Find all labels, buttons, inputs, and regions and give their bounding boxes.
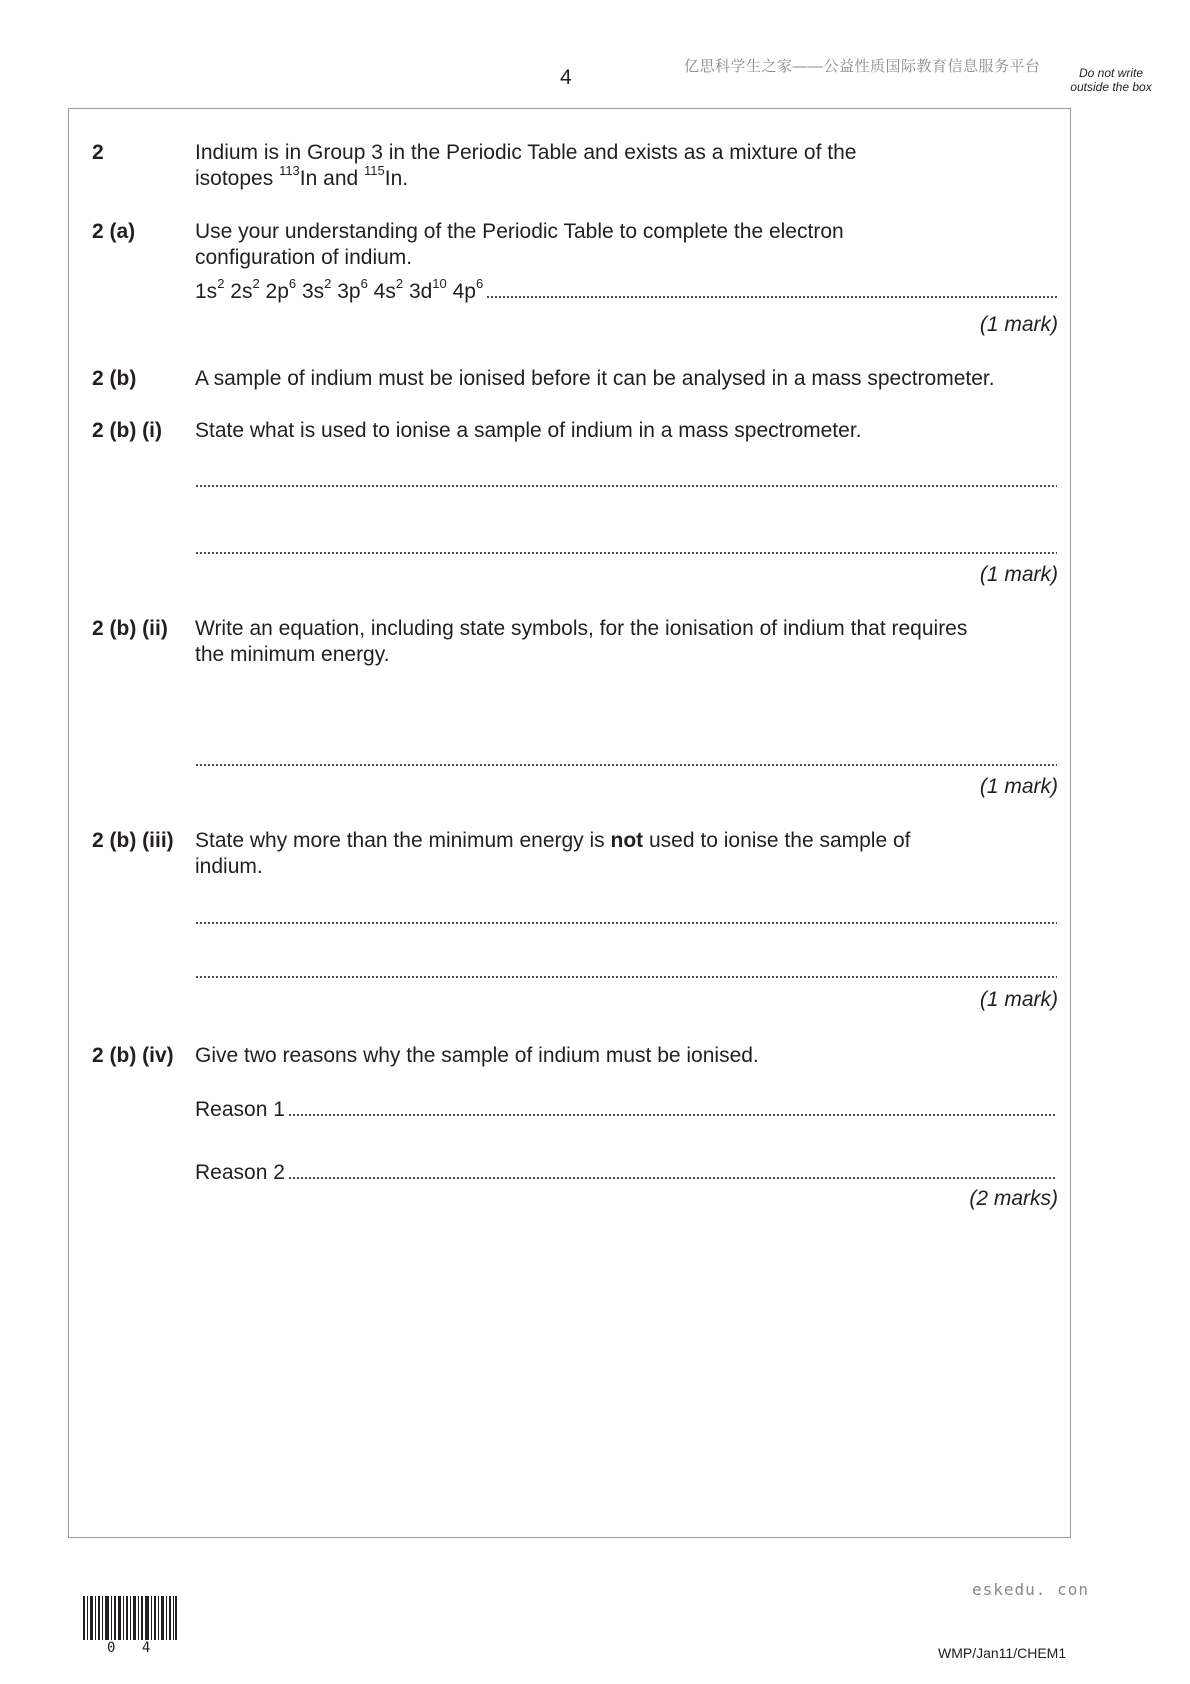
watermark-top: 亿思科学生之家——公益性质国际教育信息服务平台 <box>684 58 1041 75</box>
question-2-intro-line2: isotopes $^{113}$In and $^{115}$In. <box>195 163 409 190</box>
watermark-bottom: eskedu. con <box>972 1580 1089 1599</box>
question-2bii-line1: Write an equation, including state symbols, for the ionisation of indium that requires <box>195 617 968 640</box>
barcode-icon <box>83 1596 177 1640</box>
question-2bii-line2: the minimum energy. <box>195 643 390 666</box>
electron-configuration-answer-line[interactable] <box>195 276 1057 304</box>
question-2a-line1: Use your understanding of the Periodic Table to complete the electron <box>195 220 844 243</box>
reason-1-label: Reason 1 <box>195 1098 285 1121</box>
question-number-2a: 2 (a) <box>92 220 136 243</box>
question-2biv-text: Give two reasons why the sample of indium must be ionised. <box>195 1044 759 1067</box>
answer-line-2bi-2[interactable] <box>195 550 1057 556</box>
question-2a-text <box>195 219 1055 271</box>
mark-allocation-2a: (1 mark) <box>979 313 1058 336</box>
mark-allocation-2biv: (2 marks) <box>969 1187 1058 1210</box>
question-2bii-text <box>195 616 1055 668</box>
question-number-2biii: 2 (b) (iii) <box>92 829 174 852</box>
barcode-digits: 0 4 <box>107 1640 160 1656</box>
answer-line-2bii[interactable] <box>195 762 1057 768</box>
answer-box <box>68 108 1071 1538</box>
question-number-2: 2 <box>92 141 104 164</box>
question-2bi-text: State what is used to ionise a sample of indium in a mass spectrometer. <box>195 419 862 442</box>
question-number-2b: 2 (b) <box>92 367 137 390</box>
answer-line-2bi-1[interactable] <box>195 483 1057 489</box>
mark-allocation-2biii: (1 mark) <box>979 988 1058 1011</box>
reason-2-label: Reason 2 <box>195 1161 285 1184</box>
page-number: 4 <box>560 66 572 89</box>
question-number-2bii: 2 (b) (ii) <box>92 617 168 640</box>
question-2biii-text <box>195 828 1055 880</box>
question-2biii-line1: State why more than the minimum energy is not used to ionise the sample of <box>195 829 911 852</box>
mark-allocation-2bi: (1 mark) <box>979 563 1058 586</box>
reason-1-answer-line[interactable] <box>195 1098 1057 1122</box>
answer-line-2biii-2[interactable] <box>195 974 1057 980</box>
question-2biii-line2: indium. <box>195 855 263 878</box>
question-number-2bi: 2 (b) (i) <box>92 419 162 442</box>
margin-note: Do not write outside the box <box>1070 66 1152 94</box>
electron-configuration-given: $1s^2$ $2s^2$ $2p^6$ $3s^2$ $3p^6$ $4s^2$ $3d^{10}$ $4p^6$ <box>195 276 484 303</box>
question-2-intro <box>195 140 1055 192</box>
mark-allocation-2bii: (1 mark) <box>979 775 1058 798</box>
question-2a-line2: configuration of indium. <box>195 246 413 269</box>
question-number-2biv: 2 (b) (iv) <box>92 1044 174 1067</box>
question-2b-text: A sample of indium must be ionised before it can be analysed in a mass spectrometer. <box>195 367 995 390</box>
answer-line-2biii-1[interactable] <box>195 920 1057 926</box>
reason-2-answer-line[interactable] <box>195 1161 1057 1185</box>
paper-code: WMP/Jan11/CHEM1 <box>938 1645 1067 1661</box>
question-2-intro-line1: Indium is in Group 3 in the Periodic Table and exists as a mixture of the <box>195 141 857 164</box>
